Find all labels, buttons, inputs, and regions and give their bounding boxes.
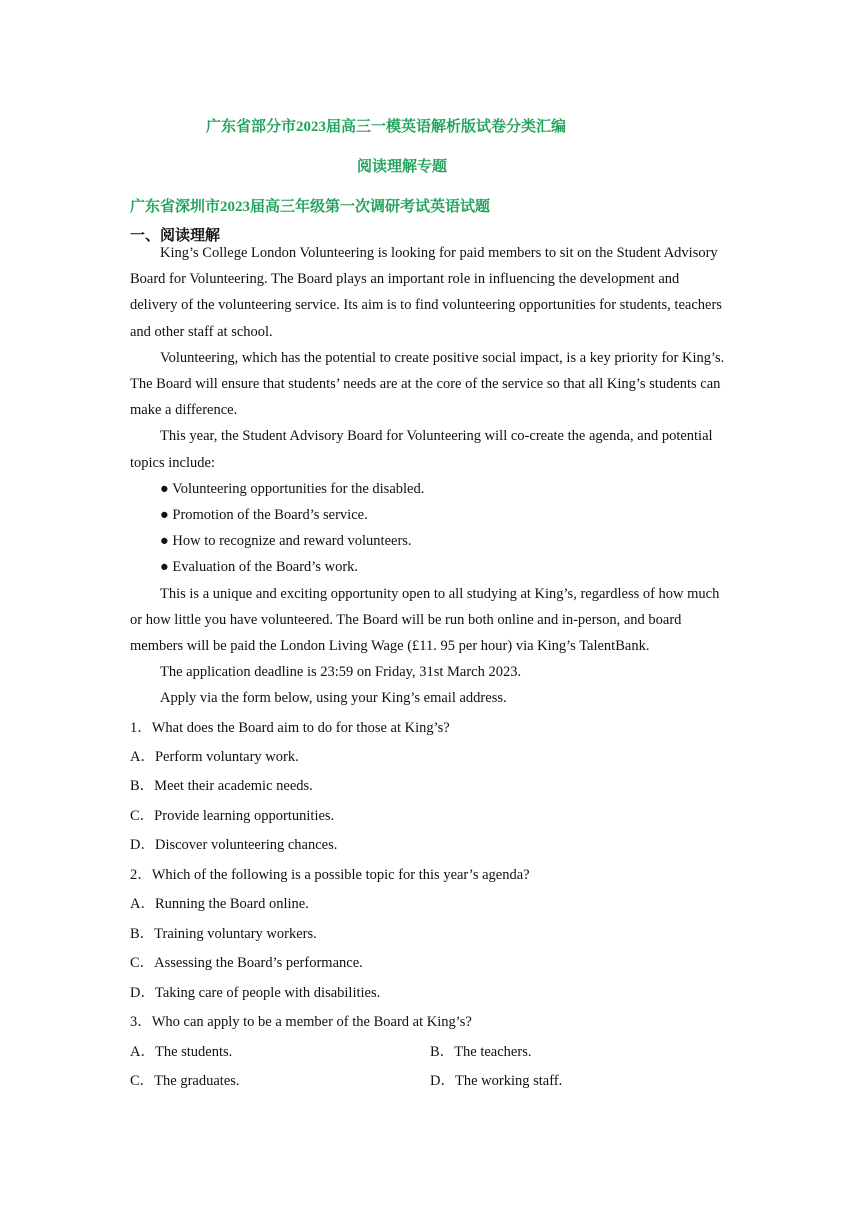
section-heading: 一、阅读理解 <box>130 228 221 244</box>
answer-option: D．Taking care of people with disabilities. <box>130 985 381 1001</box>
question-stem: 2．Which of the following is a possible topic for this year’s agenda? <box>130 867 530 883</box>
answer-option: C．Assessing the Board’s performance. <box>130 955 363 971</box>
passage-paragraph: The application deadline is 23:59 on Friday, 31st March 2023. <box>160 664 522 681</box>
exam-title: 广东省深圳市2023届高三年级第一次调研考试英语试题 <box>130 199 491 215</box>
passage-paragraph: Volunteering, which has the potential to create positive social impact, is a key priority for King’s. The Board will ensure that students’ needs are at the core of the service so that all King’s students can make a difference. <box>130 349 725 419</box>
answer-option: D．Discover volunteering chances. <box>130 837 338 853</box>
answer-option: C．Provide learning opportunities. <box>130 808 335 824</box>
document-subtitle: 阅读理解专题 <box>357 159 448 175</box>
passage-paragraph: This is a unique and exciting opportunity open to all studying at King’s, regardless of how much or how little you have volunteered. The Board will be run both online and in-person, and board members will be paid the London Living Wage (£11. 95 per hour) via King’s TalentBank. <box>130 585 720 655</box>
passage-paragraph: King’s College London Volunteering is looking for paid members to sit on the Student Advisory Board for Volunteering. The Board plays an important role in influencing the development and delivery of the volunteering service. Its aim is to find volunteering opportunities for students, teachers and other staff at school. <box>130 245 722 340</box>
passage-paragraph: Apply via the form below, using your King’s email address. <box>160 690 507 707</box>
answer-option: A．The students. <box>130 1044 233 1060</box>
answer-option: A．Perform voluntary work. <box>130 749 299 765</box>
topic-bullet: ● How to recognize and reward volunteers. <box>160 533 412 550</box>
topic-bullet: ● Evaluation of the Board’s work. <box>160 559 359 576</box>
answer-option: B．Meet their academic needs. <box>130 778 313 794</box>
question-stem: 1．What does the Board aim to do for those at King’s? <box>130 720 450 736</box>
answer-option: A．Running the Board online. <box>130 896 309 912</box>
document-title: 广东省部分市2023届高三一模英语解析版试卷分类汇编 <box>206 119 567 135</box>
topic-bullet: ● Volunteering opportunities for the disabled. <box>160 480 425 497</box>
topic-bullet: ● Promotion of the Board’s service. <box>160 507 368 524</box>
answer-option: D．The working staff. <box>430 1073 563 1089</box>
answer-option: C．The graduates. <box>130 1073 240 1089</box>
answer-option: B．The teachers. <box>430 1044 532 1060</box>
question-stem: 3．Who can apply to be a member of the Board at King’s? <box>130 1014 472 1030</box>
answer-option: B．Training voluntary workers. <box>130 926 317 942</box>
reading-passage <box>130 240 728 712</box>
passage-paragraph: This year, the Student Advisory Board for Volunteering will co-create the agenda, and potential topics include: <box>130 428 713 471</box>
